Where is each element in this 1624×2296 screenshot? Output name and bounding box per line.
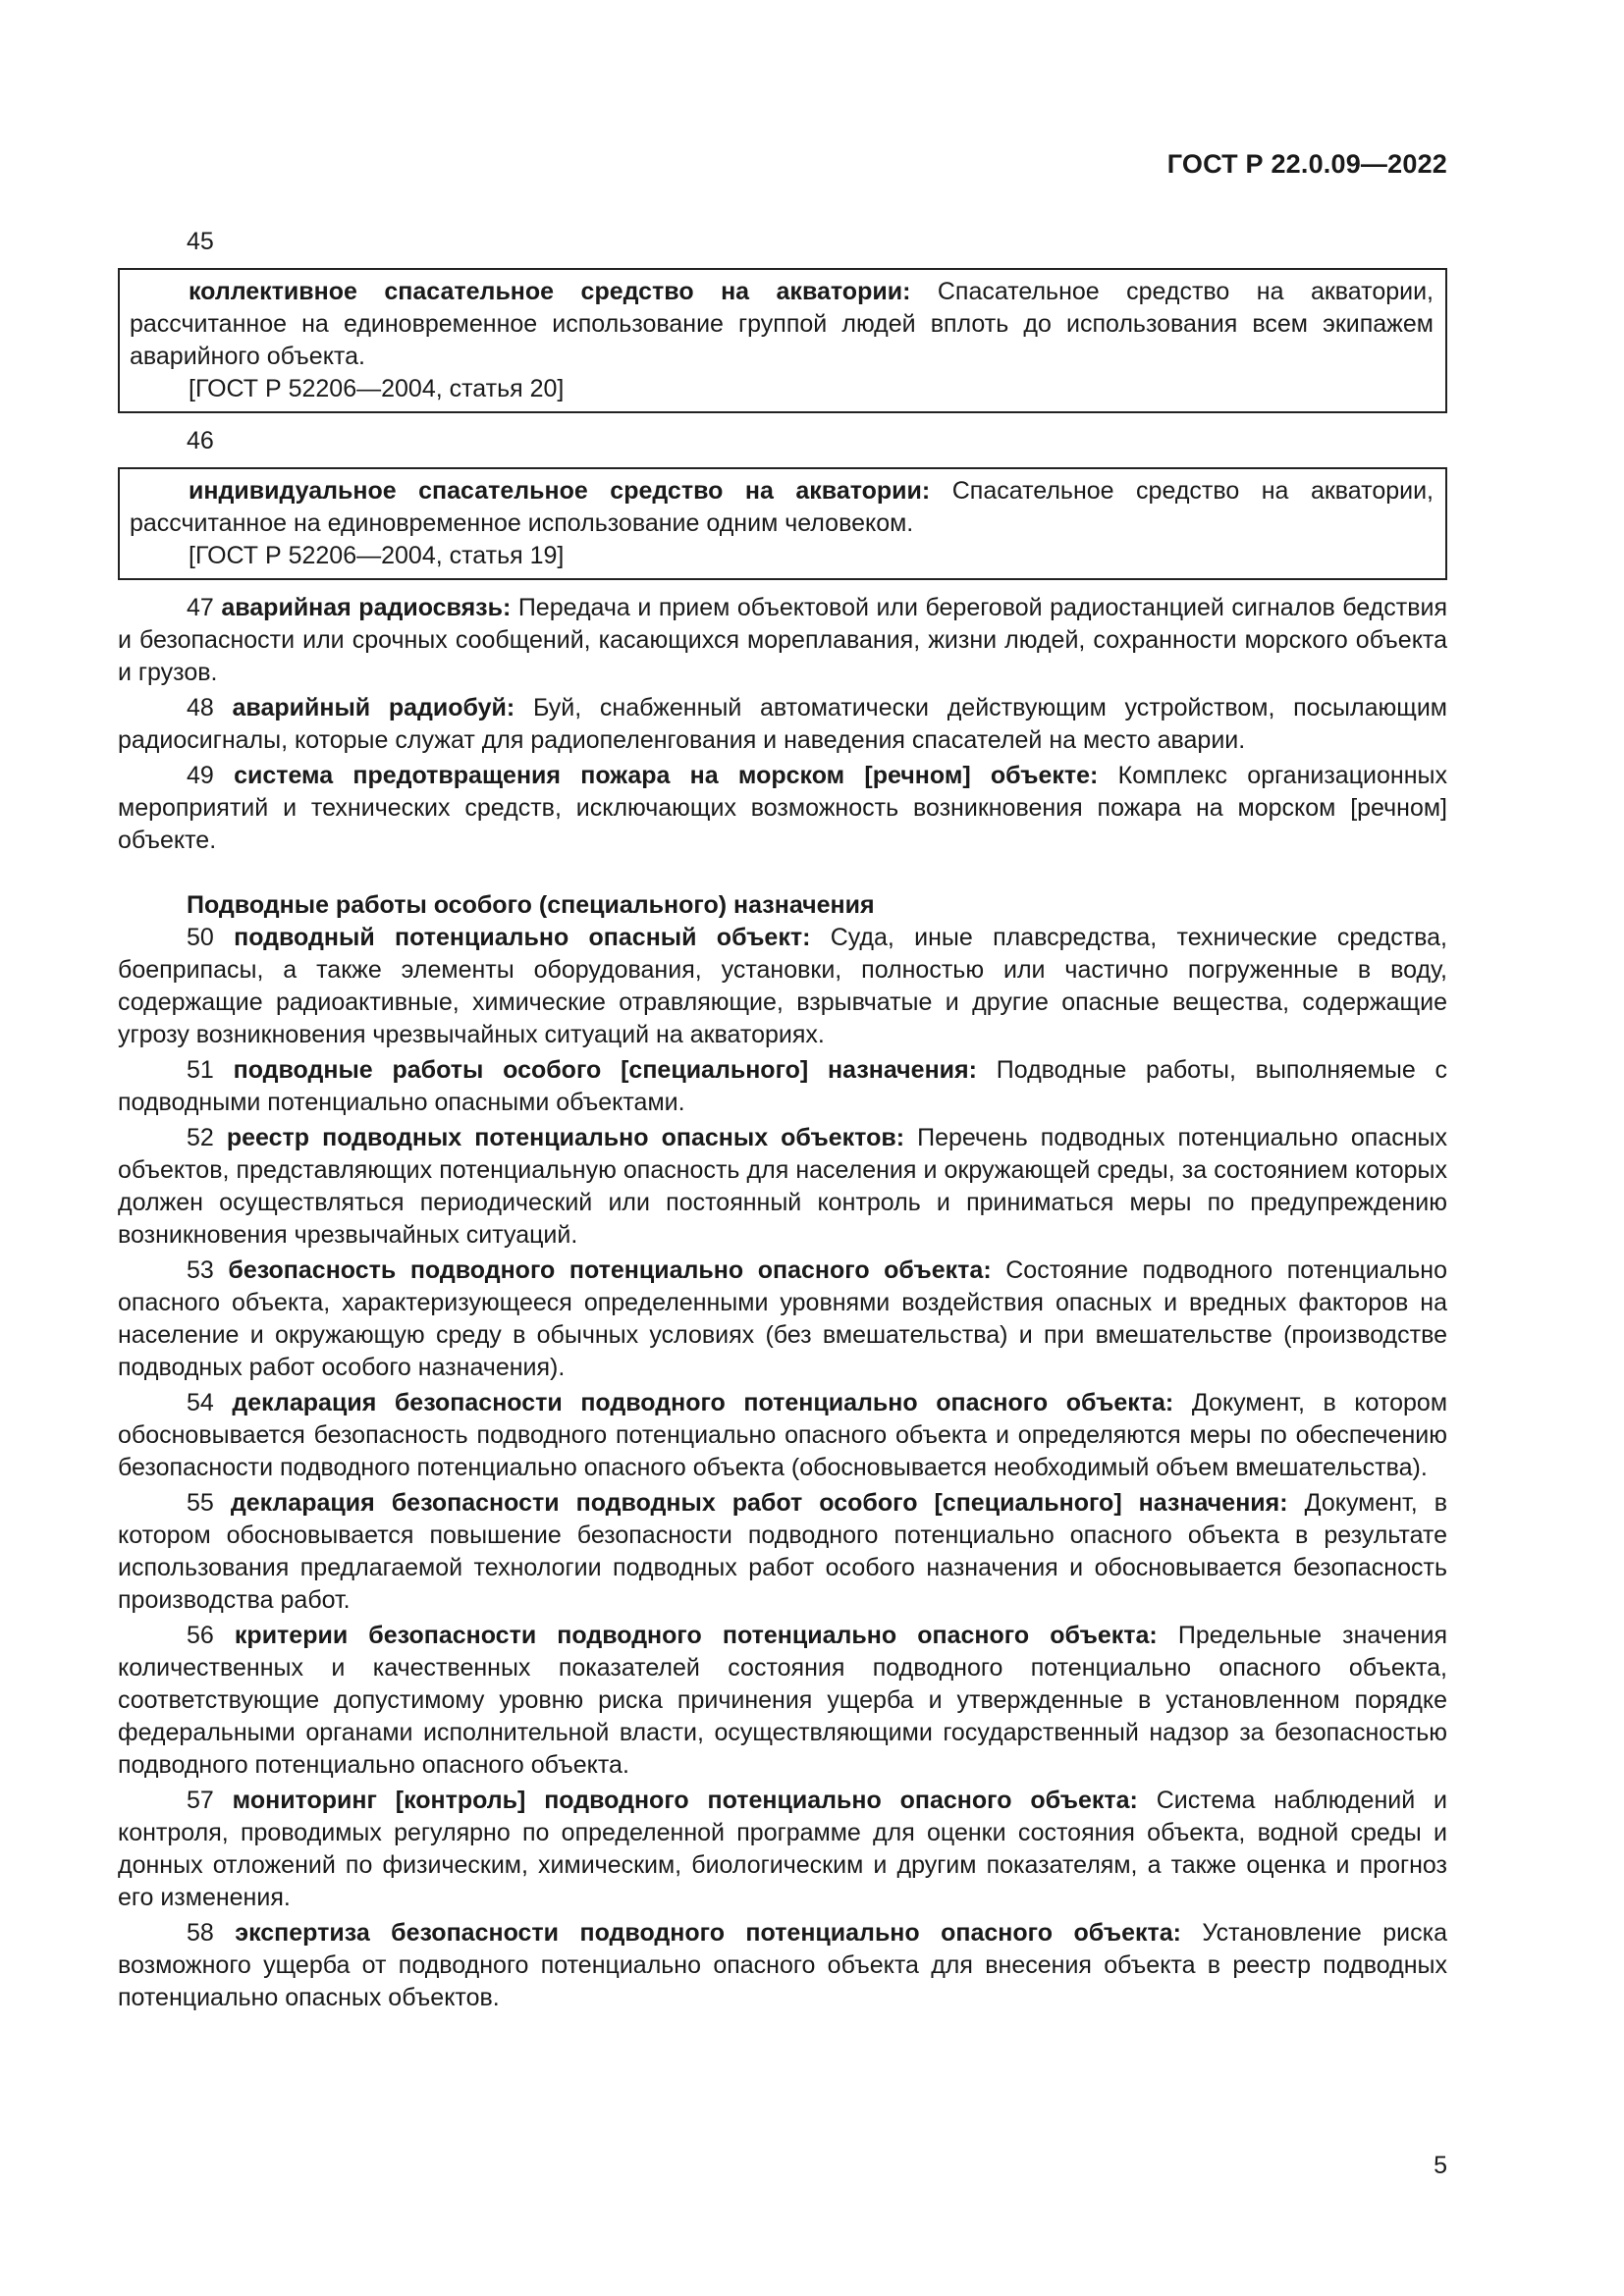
page-number: 5 [1434,2152,1447,2179]
term-definition: Буй, снабженный автоматически действующим устройством, посылающим радиосигналы, которые служат для радиопеленгования и наведения спасателей на место аварии. [118,694,1447,754]
term-definition: Передача и прием объектовой или береговой радиостанцией сигналов бедствия и безопасности или срочных сообщений, касающихся мореплавания, жизни людей, сохранности морского объекта и грузов. [118,594,1447,686]
term-paragraph [118,1487,1447,1617]
term-paragraph [118,1255,1447,1384]
term-number: 47 [187,594,222,621]
term-definition: Документ, в котором обосновывается повышение безопасности подводного потенциально опасного объекта в результате использования предлагаемой технологии подводных работ особого назначения и обосновывается безопасность производства работ. [118,1489,1447,1614]
term-name: аварийный радиобуй: [232,694,515,721]
term-paragraph [118,1122,1447,1252]
term-number: 51 [187,1056,234,1084]
term-number: 54 [187,1389,233,1416]
term-number: 45 [187,228,214,255]
page-content [118,226,1447,2017]
term-definition: Перечень подводных потенциально опасных объектов, представляющих потенциальную опасность для населения и окружающей среды, за состоянием которых должен осуществляться периодический или постоянный контроль и приниматься меры по предупреждению возникновения чрезвычайных ситуаций. [118,1124,1447,1249]
term-definition: Комплекс организационных мероприятий и технических средств, исключающих возможность возникновения пожара на морском [речном] объекте. [118,762,1447,854]
term-definition: Документ, в котором обосновывается безопасность подводного потенциально опасного объекта и определяются меры по обеспечению безопасности подводного потенциально опасного объекта (обосновывается необходимый объем вмешательства). [118,1389,1448,1481]
term-paragraph [130,475,1434,540]
term-name: реестр подводных потенциально опасных объектов: [226,1124,905,1151]
term-definition: Установление риска возможного ущерба от подводного потенциально опасного объекта для внесения объекта в реестр подводных потенциально опасных объектов. [118,1919,1447,2011]
term-name: критерии безопасности подводного потенциально опасного объекта: [234,1622,1158,1649]
term-number: 53 [187,1256,229,1284]
term-name: декларация безопасности подводного потенциально опасного объекта: [232,1389,1174,1416]
term-definition: Подводные работы, выполняемые с подводными потенциально опасными объектами. [118,1056,1447,1116]
term-name: экспертиза безопасности подводного потенциально опасного объекта: [235,1919,1181,1947]
term-number: 48 [187,694,233,721]
term-paragraph [118,1387,1447,1484]
term-definition: Система наблюдений и контроля, проводимых регулярно по определенной программе для оценки состояния объекта, водной среды и донных отложений по физическим, химическим, биологическим и другим показателям, а также оценка и прогноз его изменения. [118,1787,1447,1911]
term-source: [ГОСТ Р 52206—2004, статья 19] [189,542,565,569]
term-definition: Суда, иные плавсредства, технические средства, боеприпасы, а также элементы оборудования, установки, полностью или частично погруженные в воду, содержащие радиоактивные, химические отравляющие, взрывчатые и другие опасные вещества, содержащие угрозу возникновения чрезвычайных ситуаций на акваториях. [118,924,1448,1048]
term-definition: Предельные значения количественных и качественных показателей состояния подводного потенциально опасного объекта, соответствующие допустимому уровню риска причинения ущерба и утвержденные в установленном порядке федеральными органами исполнительной власти, осуществляющими государственный надзор за безопасностью подводного потенциально опасного объекта. [118,1622,1447,1779]
term-definition: Спасательное средство на акватории, рассчитанное на единовременное использование одним человеком. [130,477,1434,537]
term-name: безопасность подводного потенциально опасного объекта: [228,1256,992,1284]
term-paragraph [130,276,1434,373]
section-title: Подводные работы особого (специального) назначения [187,891,875,919]
term-name: мониторинг [контроль] подводного потенциально опасного объекта: [232,1787,1138,1814]
term-name: аварийная радиосвязь: [221,594,512,621]
term-number: 46 [187,427,214,454]
term-paragraph [118,1785,1447,1914]
term-number: 57 [187,1787,233,1814]
term-name: коллективное спасательное средство на акватории: [189,278,911,305]
term-paragraph [118,1917,1447,2014]
term-name: система предотвращения пожара на морском [речном] объекте: [234,762,1099,789]
term-paragraph [118,760,1447,857]
term-definition: Спасательное средство на акватории, рассчитанное на единовременное использование группой людей вплоть до использования всем экипажем аварийного объекта. [130,278,1434,370]
term-name: индивидуальное спасательное средство на акватории: [189,477,931,505]
term-name: декларация безопасности подводных работ особого [специального] назначения: [230,1489,1288,1517]
term-paragraph [118,1054,1447,1119]
term-number: 49 [187,762,235,789]
term-paragraph [118,1620,1447,1782]
term-name: подводные работы особого [специального] назначения: [233,1056,977,1084]
term-number: 52 [187,1124,227,1151]
term-number: 58 [187,1919,236,1947]
term-source: [ГОСТ Р 52206—2004, статья 20] [189,375,565,402]
term-name: подводный потенциально опасный объект: [234,924,811,951]
document-id: ГОСТ Р 22.0.09—2022 [1166,149,1447,179]
boxed-term [118,467,1447,580]
term-number: 55 [187,1489,231,1517]
term-number: 50 [187,924,235,951]
boxed-term [118,268,1447,413]
term-paragraph [118,592,1447,689]
term-paragraph [118,692,1447,757]
term-paragraph [118,922,1447,1051]
term-number: 56 [187,1622,235,1649]
term-definition: Состояние подводного потенциально опасного объекта, характеризующееся определенными уровнями воздействия опасных и вредных факторов на население и окружающую среду в обычных условиях (без вмешательства) и при вмешательстве (производстве подводных работ особого назначения). [118,1256,1447,1381]
